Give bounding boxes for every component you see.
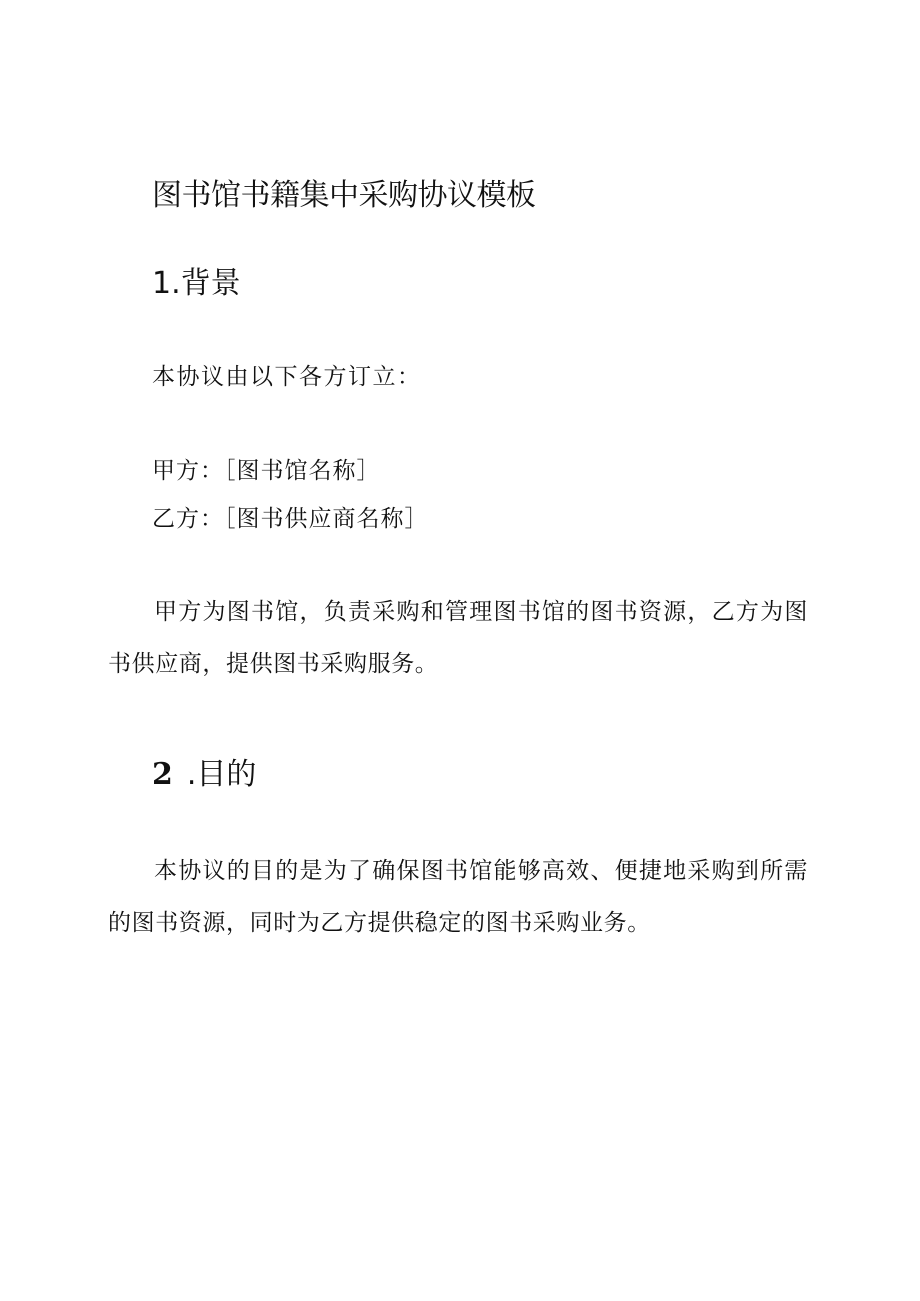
section-1-intro: 本协议由以下各方订立： — [152, 364, 422, 390]
document-title: 图书馆书籍集中采购协议模板 — [152, 178, 536, 213]
section-2-heading — [152, 755, 256, 795]
section-1-heading: 1.背景 — [152, 266, 241, 301]
section-2-heading-text: .目的 — [186, 757, 257, 792]
section-1-paragraph: 甲方为图书馆，负责采购和管理图书馆的图书资源，乙方为图书供应商，提供图书采购服务。 — [108, 599, 808, 677]
party-b-line: 乙方：［图书供应商名称］ — [152, 506, 429, 532]
party-a-line: 甲方：［图书馆名称］ — [152, 458, 381, 484]
section-2-number: 2 — [152, 757, 173, 792]
section-2-paragraph: 本协议的目的是为了确保图书馆能够高效、便捷地采购到所需的图书资源，同时为乙方提供稳定的图书采购业务。 — [108, 858, 808, 936]
